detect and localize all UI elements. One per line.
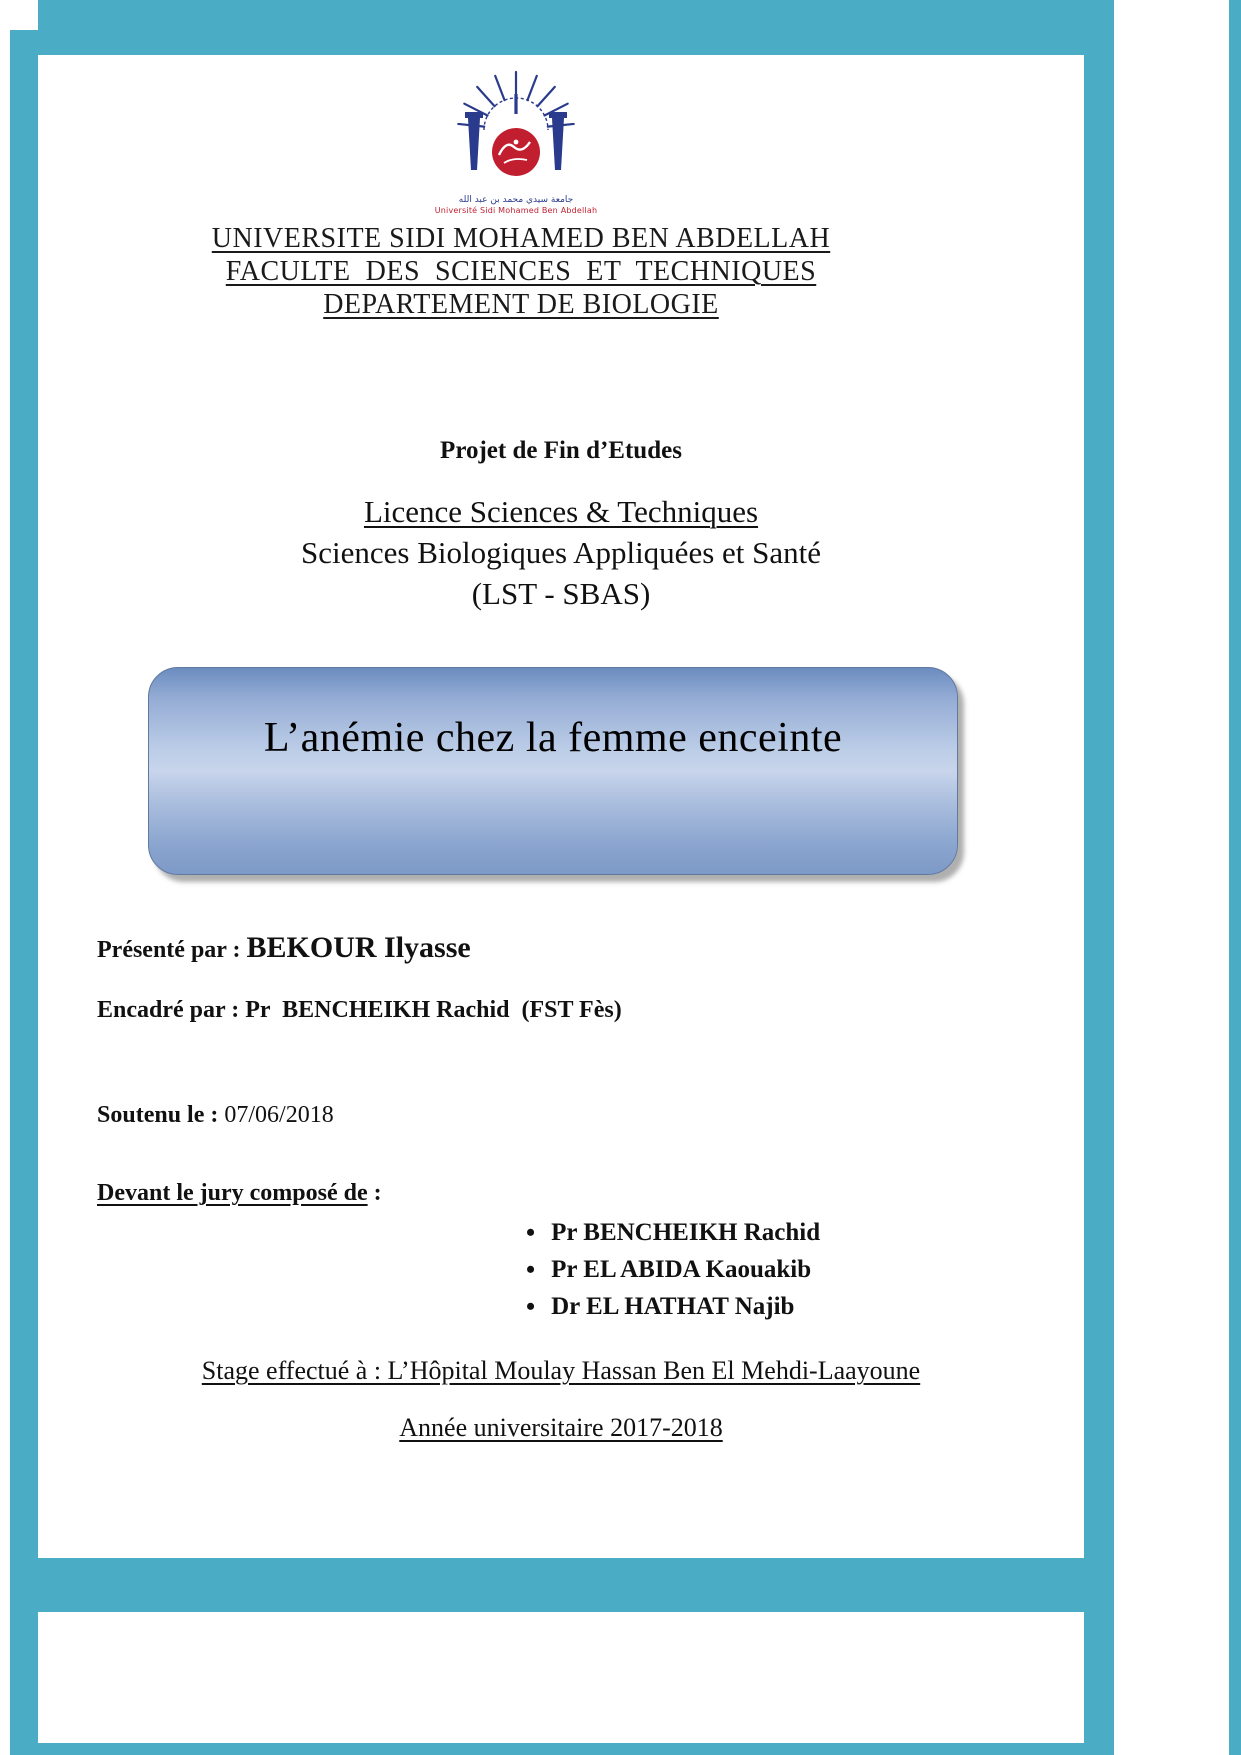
specialty-title: Sciences Biologiques Appliquées et Santé [300,535,822,570]
defended-on-date: 07/06/2018 [224,1102,334,1128]
defended-on-label: Soutenu le : [97,1102,219,1128]
internship-line: Stage effectué à : L’Hôpital Moulay Hassan Ben El Mehdi-Laayoune [201,1356,921,1385]
jury-member [526,1255,820,1284]
bullet-icon: • [526,1218,536,1247]
project-type: Projet de Fin d’Etudes [440,437,682,464]
degree-abbreviation: (LST - SBAS) [471,576,651,611]
university-logo-arabic-name: جامعة سيدي محمد بن عبد الله [458,195,574,205]
faculty-name: FACULTE DES SCIENCES ET TECHNIQUES [225,256,817,287]
supervised-by-name: Pr BENCHEIKH Rachid (FST Fès) [245,997,622,1023]
jury-member-name: Pr EL ABIDA Kaouakib [551,1256,812,1283]
presented-by-label: Présenté par : [97,937,241,963]
jury-member-name: Dr EL HATHAT Najib [551,1293,795,1320]
thesis-title-box [148,667,958,875]
page-border-right-bar [1084,0,1114,1755]
presented-by-line [97,931,471,965]
supervised-by-line [97,997,622,1024]
academic-year-line: Année universitaire 2017-2018 [399,1413,723,1442]
department-name: DEPARTEMENT DE BIOLOGIE [323,289,719,320]
jury-member-name: Pr BENCHEIKH Rachid [551,1219,821,1246]
presented-by-name: BEKOUR Ilyasse [246,931,471,964]
jury-member [526,1218,820,1247]
university-logo [0,66,1039,216]
jury-heading: Devant le jury composé de : [97,1180,382,1206]
defended-on-line [97,1102,334,1129]
thesis-title: L’anémie chez la femme enceinte [263,715,843,761]
bullet-icon: • [526,1292,536,1321]
university-logo-caption: Université Sidi Mohamed Ben Abdellah [434,206,598,215]
degree-title: Licence Sciences & Techniques [363,494,759,529]
university-logo-emblem [441,66,591,194]
jury-member [526,1292,820,1321]
page-border-right-edge-bar [1229,0,1241,1755]
university-name: UNIVERSITE SIDI MOHAMED BEN ABDELLAH [211,223,831,254]
jury-list [526,1218,820,1321]
supervised-by-label: Encadré par : [97,997,240,1023]
institution-header [0,222,1044,321]
page-content [38,0,1084,1755]
bullet-icon: • [526,1255,536,1284]
